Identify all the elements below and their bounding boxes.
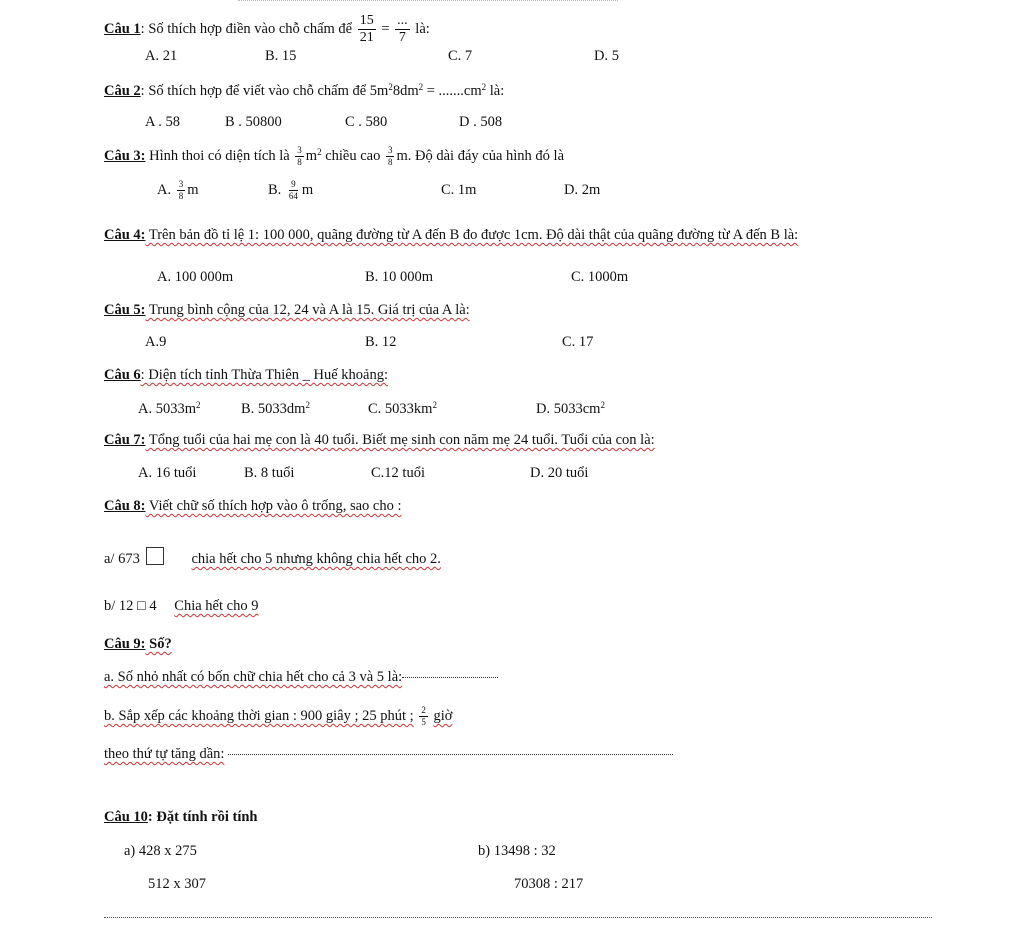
q8-text: Viết chữ số thích hợp vào ô trống, sao cho : bbox=[145, 498, 402, 514]
q10-b1: b) 13498 : 32 bbox=[478, 843, 556, 859]
q4-option-c: C. 1000m bbox=[571, 269, 629, 285]
question-9 bbox=[104, 636, 172, 653]
q2-eq: = .......cm bbox=[423, 83, 482, 99]
question-10 bbox=[104, 809, 258, 826]
q8-label: Câu 8: bbox=[104, 498, 146, 514]
q1-fraction: $\frac{15}{21}$ bbox=[359, 13, 374, 45]
q2-option-b: B . 50800 bbox=[225, 114, 282, 130]
q9-label: Câu 9: bbox=[104, 636, 146, 652]
q7-option-d: D. 20 tuổi bbox=[530, 465, 589, 481]
q2-option-d: D . 508 bbox=[459, 114, 503, 130]
q3-option-c: C. 1m bbox=[441, 182, 477, 198]
q4-text: Trên bản đồ tỉ lệ 1: 100 000, quãng đường từ A đến B đo được 1cm. Độ dài thật của quãng đường từ A đến B là: bbox=[145, 227, 799, 243]
q1-option-d: D. 5 bbox=[594, 48, 619, 64]
q5-option-c: C. 17 bbox=[562, 334, 594, 350]
q1-blank-fraction: $\frac{...}{7}$ bbox=[397, 13, 408, 45]
q3-height-fraction: $\frac{3}{8}$ bbox=[387, 145, 393, 167]
q10-title: : Đặt tính rồi tính bbox=[147, 809, 258, 825]
q3-text: Hình thoi có diện tích là bbox=[145, 147, 290, 164]
q10-b2: 70308 : 217 bbox=[514, 876, 584, 892]
q3-label: Câu 3: bbox=[104, 147, 146, 164]
q9-part-b: b. Sắp xếp các khoảng thời gian : 900 giây ; 25 phút ; $\frac{2}{5}$ giờ bbox=[104, 705, 453, 727]
q3-option-d: D. 2m bbox=[564, 182, 601, 198]
q3-area-fraction: $\frac{3}{8}$ bbox=[297, 145, 302, 167]
q1-equals: = bbox=[381, 20, 390, 37]
q2-option-c: C . 580 bbox=[345, 114, 388, 130]
q6-option-c: C. $5033km^2$ bbox=[368, 400, 437, 417]
q9-part-c: theo thứ tự tăng dần: bbox=[104, 746, 673, 763]
question-1 bbox=[104, 14, 430, 45]
q7-option-a: A. 16 tuổi bbox=[138, 465, 197, 481]
q9-a-answer-line[interactable] bbox=[402, 677, 498, 678]
q2-end: là: bbox=[486, 83, 505, 99]
q6-option-d: D. $5033cm^2$ bbox=[536, 400, 605, 417]
q3-text3: . Độ dài đáy của hình đó là bbox=[407, 147, 565, 164]
q1-end: là: bbox=[415, 20, 430, 37]
q1-option-b: B. 15 bbox=[265, 48, 297, 64]
q1-option-a: A. 21 bbox=[145, 48, 178, 64]
q7-option-b: B. 8 tuổi bbox=[244, 465, 295, 481]
q4-label: Câu 4: bbox=[104, 227, 146, 243]
q5-option-a: A.9 bbox=[145, 334, 167, 350]
q9-b-fraction: $\frac{2}{5}$ bbox=[421, 705, 426, 727]
q6-text: : Diện tích tỉnh Thừa Thiên _ Huế khoảng: bbox=[140, 367, 389, 383]
top-dotted-line bbox=[238, 0, 618, 1]
question-6 bbox=[104, 367, 388, 384]
q10-label: Câu 10 bbox=[104, 809, 148, 825]
q9-title: Số? bbox=[145, 636, 172, 652]
q9-c-answer-line[interactable] bbox=[228, 754, 673, 755]
q5-option-b: B. 12 bbox=[365, 334, 397, 350]
q2-text: : Số thích hợp để viết vào chỗ chấm để 5m bbox=[140, 83, 389, 99]
question-8 bbox=[104, 498, 402, 515]
question-3: Câu 3: Hình thoi có diện tích là $\frac{3}{8}$ $m^2$ chiều cao $\frac{3}{8}$ m. Độ dài đáy của hình đó là bbox=[104, 145, 565, 167]
q7-option-c: C.12 tuổi bbox=[371, 465, 425, 481]
q8-part-b: b/ 12 □ 4 Chia hết cho 9 bbox=[104, 598, 259, 614]
q2-option-a: A . 58 bbox=[145, 114, 181, 130]
q5-label: Câu 5: bbox=[104, 302, 146, 318]
question-4 bbox=[104, 227, 798, 244]
bottom-dotted-line bbox=[104, 917, 932, 918]
q2-mid: 8dm bbox=[392, 83, 419, 99]
q4-option-a: A. 100 000m bbox=[157, 269, 234, 285]
q6-label: Câu 6 bbox=[104, 367, 141, 383]
q3-text2: chiều cao bbox=[321, 147, 381, 164]
question-5 bbox=[104, 302, 470, 319]
q9-part-a: a. Số nhỏ nhất có bốn chữ chia hết cho cả 3 và 5 là: bbox=[104, 669, 498, 686]
q1-label: Câu 1 bbox=[104, 20, 141, 37]
q8-part-a: a/ 673 chia hết cho 5 nhưng không chia hết cho 2. bbox=[104, 547, 441, 568]
q6-option-a: A. $5033m^2$ bbox=[138, 400, 201, 417]
q6-option-b: B. $5033dm^2$ bbox=[241, 400, 310, 417]
q10-a1: a) 428 x 275 bbox=[124, 843, 197, 859]
q3-option-a: A. $\frac{3}{8}$ m bbox=[157, 179, 199, 201]
question-2: Câu 2: Số thích hợp để viết vào chỗ chấm để $5m^28dm^2 = .......cm^2$ là: bbox=[104, 82, 505, 99]
q5-text: Trung bình cộng của 12, 24 và A là 15. Giá trị của A là: bbox=[145, 302, 470, 318]
q3-option-b: B. $\frac{9}{64}$ m bbox=[268, 179, 314, 201]
q10-a2: 512 x 307 bbox=[148, 876, 206, 892]
question-7 bbox=[104, 432, 655, 449]
q7-text: Tổng tuổi của hai mẹ con là 40 tuổi. Biết mẹ sinh con năm mẹ 24 tuổi. Tuổi của con là: bbox=[145, 432, 655, 448]
q8-b-text: Chia hết cho 9 bbox=[174, 598, 259, 614]
q2-label: Câu 2 bbox=[104, 83, 141, 99]
q8-a-empty-box[interactable] bbox=[146, 547, 164, 565]
q1-text: : Số thích hợp điền vào chỗ chấm để bbox=[140, 20, 353, 37]
q7-label: Câu 7: bbox=[104, 432, 146, 448]
q4-option-b: B. 10 000m bbox=[365, 269, 434, 285]
q1-option-c: C. 7 bbox=[448, 48, 473, 64]
q8-a-text: chia hết cho 5 nhưng không chia hết cho 2. bbox=[191, 551, 441, 567]
